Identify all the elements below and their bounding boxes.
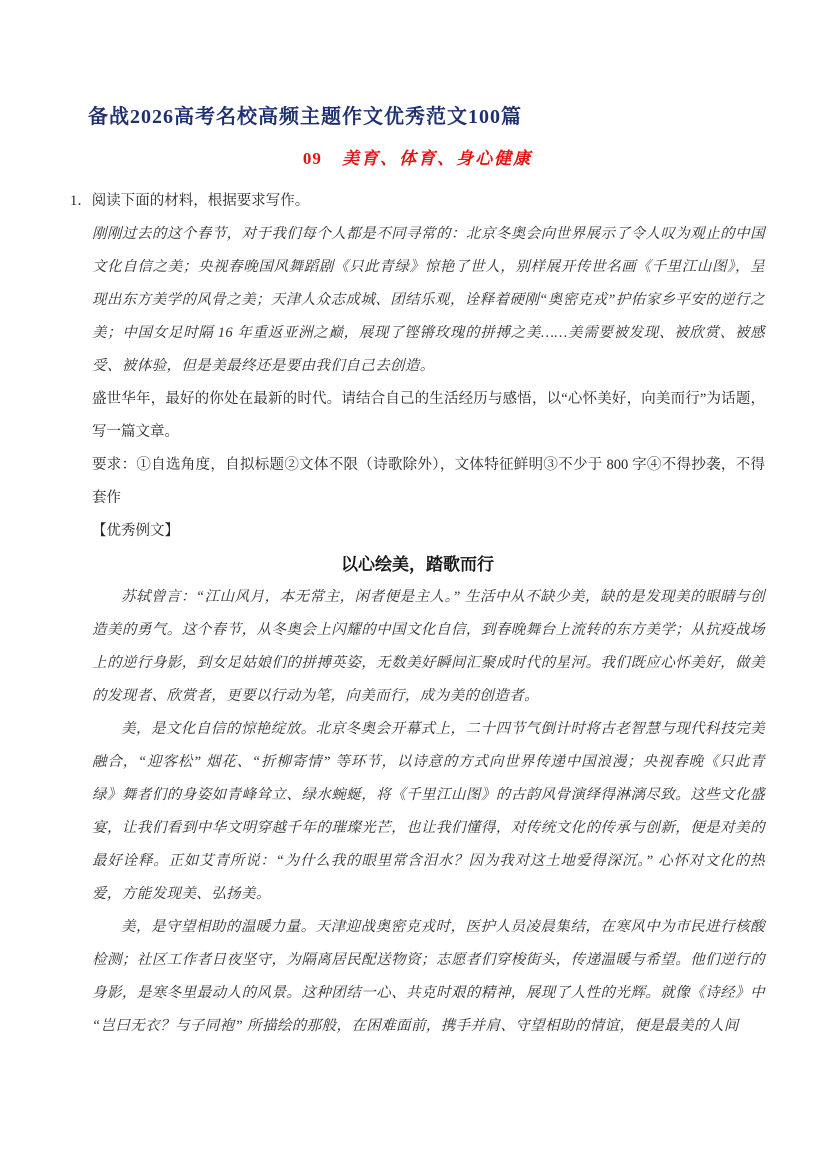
sample-essay-label: 【优秀例文】 bbox=[92, 523, 179, 539]
question-instruction-paragraph: 盛世华年，最好的你处在最新的时代。请结合自己的生活经历与感悟，以“心怀美好，向美而行”为话题，写一篇文章。 bbox=[92, 391, 765, 440]
document-title: 备战2026高考名校高频主题作文优秀范文100篇 bbox=[88, 106, 522, 128]
question-prompt: 阅读下面的材料，根据要求写作。 bbox=[91, 193, 310, 209]
essay-paragraph-3: 美，是守望相助的温暖力量。天津迎战奥密克戎时，医护人员凌晨集结，在寒风中为市民进行核酸检测；社区工作者日夜坚守，为隔离居民配送物资；志愿者们穿梭街头，传递温暖与希望。他们逆行的身影，是寒冬里最动人的风景。这种团结一心、共克时艰的精神，展现了人性的光辉。就像《诗经》中“岂曰无衣？与子同袍” 所描绘的那般，在困难面前，携手并肩、守望相助的情谊，便是最美的人间 bbox=[92, 919, 765, 1034]
question-number: 1． bbox=[70, 193, 92, 209]
topic-name: 美育、体育、身心健康 bbox=[342, 149, 533, 168]
essay-paragraph-2: 美，是文化自信的惊艳绽放。北京冬奥会开幕式上，二十四节气倒计时将古老智慧与现代科技完美融合，“迎客松” 烟花、“折柳寄情” 等环节，以诗意的方式向世界传递中国浪漫；央视春晚《只此青绿》舞者们的身姿如青峰耸立、绿水蜿蜒，将《千里江山图》的古韵风骨演绎得淋漓尽致。这些文化盛宴，让我们看到中华文明穿越千年的璀璨光芒，也让我们懂得，对传统文化的传承与创新，便是对美的最好诠释。正如艾青所说：“为什么我的眼里常含泪水？因为我对这土地爱得深沉。” 心怀对文化的热爱，方能发现美、弘扬美。 bbox=[92, 721, 765, 902]
question-material-paragraph: 刚刚过去的这个春节，对于我们每个人都是不同寻常的：北京冬奥会向世界展示了令人叹为观止的中国文化自信之美；央视春晚国风舞蹈剧《只此青绿》惊艳了世人，别样展开传世名画《千里江山图》，呈现出东方美学的风骨之美；天津人众志成城、团结乐观，诠释着硬刚“奥密克戎”护佑家乡平安的逆行之美；中国女足时隔 16 年重返亚洲之巅，展现了铿锵玫瑰的拼搏之美……美需要被发现、被欣赏、被感受、被体验，但是美最终还是要由我们自己去创造。 bbox=[92, 226, 765, 374]
topic-heading bbox=[70, 147, 765, 171]
question-requirements-paragraph: 要求：①自选角度，自拟标题②文体不限（诗歌除外），文体特征鲜明③不少于 800 字④不得抄袭，不得套作 bbox=[92, 457, 765, 506]
essay-title: 以心绘美，踏歌而行 bbox=[341, 555, 494, 574]
question-prompt-line bbox=[70, 185, 765, 218]
essay-paragraph-1: 苏轼曾言：“江山风月，本无常主，闲者便是主人。” 生活中从不缺少美，缺的是发现美的眼睛与创造美的勇气。这个春节，从冬奥会上闪耀的中国文化自信，到春晚舞台上流转的东方美学；从抗疫战场上的逆行身影，到女足姑娘们的拼搏英姿，无数美好瞬间汇聚成时代的星河。我们既应心怀美好，做美的发现者、欣赏者，更要以行动为笔，向美而行，成为美的创造者。 bbox=[92, 589, 765, 704]
topic-number: 09 bbox=[302, 149, 322, 168]
